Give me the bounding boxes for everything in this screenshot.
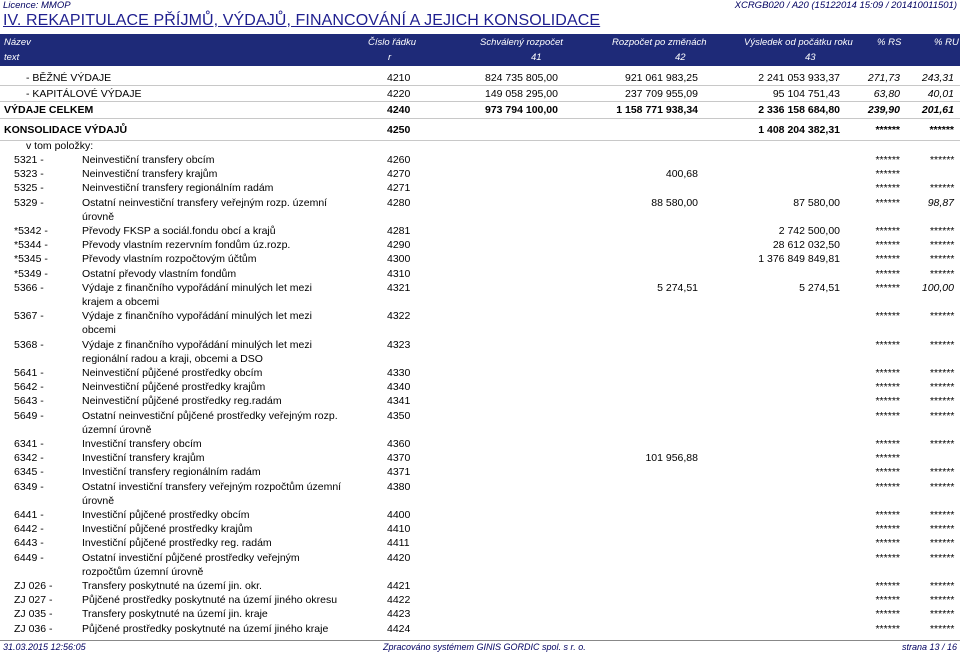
item-code: 5329 - xyxy=(14,196,44,209)
item-code: ZJ 036 - xyxy=(14,622,53,635)
row-pct-rs: 271,73 xyxy=(867,72,900,84)
item-line: 4260 xyxy=(387,154,411,166)
item-line: 4371 xyxy=(387,466,411,479)
item-name: Investiční transfery regionálním radám xyxy=(82,466,261,479)
item-name: Neinvestiční transfery obcím xyxy=(82,154,215,166)
item-line: 4400 xyxy=(387,509,411,521)
item-pct-rs: ****** xyxy=(875,409,900,422)
item-pct-rs: ****** xyxy=(875,594,900,607)
row-result: 2 241 053 933,37 xyxy=(758,72,840,84)
item-code: 6442 - xyxy=(14,523,44,536)
item-pct-rs: ****** xyxy=(875,267,900,280)
top-bar xyxy=(0,0,960,12)
item-pct-rs: ****** xyxy=(875,452,900,465)
col-line-sub: r xyxy=(388,52,392,63)
item-pct-ru: ****** xyxy=(929,182,954,195)
item-name-continued: regionální radou a kraji, obcemi a DSO xyxy=(82,352,263,365)
item-code: 5366 - xyxy=(14,281,44,294)
item-pct-rs: ****** xyxy=(875,466,900,479)
row-divider xyxy=(0,118,960,119)
item-after: 400,68 xyxy=(665,168,698,181)
item-name: Výdaje z finančního vypořádání minulých let mezi xyxy=(82,281,312,294)
item-name-continued: územní úrovně xyxy=(82,423,152,436)
item-pct-ru: ****** xyxy=(929,594,954,607)
item-line: 4290 xyxy=(387,239,411,252)
row-name: - KAPITÁLOVÉ VÝDAJE xyxy=(26,88,142,100)
item-pct-rs: ****** xyxy=(875,509,900,521)
item-line: 4330 xyxy=(387,367,411,379)
row-after: 1 158 771 938,34 xyxy=(616,104,698,116)
item-pct-rs: ****** xyxy=(875,608,900,621)
item-name-continued: rozpočtům územní úrovně xyxy=(82,565,204,578)
item-pct-rs: ****** xyxy=(875,438,900,450)
row-pct-ru: 40,01 xyxy=(927,88,954,100)
item-pct-ru: ****** xyxy=(929,381,954,394)
footer xyxy=(0,640,960,654)
item-pct-rs: ****** xyxy=(875,281,900,294)
item-pct-rs: ****** xyxy=(875,480,900,493)
item-pct-ru: ****** xyxy=(929,239,954,252)
item-name: Ostatní převody vlastním fondům xyxy=(82,267,237,280)
item-pct-ru: ****** xyxy=(929,537,954,550)
item-name: Půjčené prostředky poskytnuté na území jiného kraje xyxy=(82,622,329,635)
item-code: 5643 - xyxy=(14,395,44,408)
item-name: Investiční půjčené prostředky krajům xyxy=(82,523,253,536)
item-code: *5342 - xyxy=(14,225,48,237)
summary-row xyxy=(0,124,960,138)
item-pct-rs: ****** xyxy=(875,537,900,550)
page-title: IV. REKAPITULACE PŘÍJMŮ, VÝDAJŮ, FINANCOVÁNÍ A JEJICH KONSOLIDACE xyxy=(3,12,601,29)
row-name: VÝDAJE CELKEM xyxy=(4,104,94,116)
license-text: Licence: MMOP xyxy=(3,0,71,11)
item-pct-ru: ****** xyxy=(929,480,954,493)
item-name: Výdaje z finančního vypořádání minulých let mezi xyxy=(82,338,312,351)
item-pct-rs: ****** xyxy=(875,182,900,195)
item-line: 4310 xyxy=(387,267,411,280)
item-name: Ostatní neinvestiční transfery veřejným rozp. územní xyxy=(82,196,328,209)
summary-row xyxy=(0,104,960,118)
col-ru-header: % RU xyxy=(934,37,959,48)
item-pct-ru: ****** xyxy=(929,580,954,592)
item-pct-rs: ****** xyxy=(875,381,900,394)
item-pct-rs: ****** xyxy=(875,580,900,592)
item-line: 4271 xyxy=(387,182,411,195)
item-name: Ostatní investiční transfery veřejným rozpočtům územní xyxy=(82,480,342,493)
item-pct-rs: ****** xyxy=(875,168,900,181)
summary-row xyxy=(0,72,960,86)
col-after-sub: 42 xyxy=(675,52,686,63)
item-after: 88 580,00 xyxy=(651,196,698,209)
col-result-sub: 43 xyxy=(805,52,816,63)
item-pct-ru: 100,00 xyxy=(921,281,954,294)
item-pct-ru: ****** xyxy=(929,338,954,351)
item-line: 4350 xyxy=(387,409,411,422)
col-after-header: Rozpočet po změnách xyxy=(612,37,707,48)
row-pct-rs: 63,80 xyxy=(873,88,900,100)
item-pct-rs: ****** xyxy=(875,551,900,564)
row-line: 4250 xyxy=(387,124,411,136)
row-line: 4210 xyxy=(387,72,411,84)
item-line: 4411 xyxy=(387,537,410,550)
row-after: 237 709 955,09 xyxy=(625,88,698,100)
item-code: 6443 - xyxy=(14,537,44,550)
item-name: Neinvestiční půjčené prostředky krajům xyxy=(82,381,266,394)
item-after: 5 274,51 xyxy=(657,281,698,294)
row-approved: 973 794 100,00 xyxy=(485,104,558,116)
item-pct-rs: ****** xyxy=(875,225,900,237)
row-divider xyxy=(0,140,960,141)
item-pct-ru: ****** xyxy=(929,523,954,536)
item-name: Převody vlastním rezervním fondům úz.rozp. xyxy=(82,239,291,252)
item-pct-ru: ****** xyxy=(929,608,954,621)
item-name: Převody vlastním rozpočtovým účtům xyxy=(82,253,257,266)
item-name: Investiční transfery obcím xyxy=(82,438,202,450)
item-pct-ru: ****** xyxy=(929,225,954,237)
item-line: 4410 xyxy=(387,523,411,536)
item-code: 6449 - xyxy=(14,551,44,564)
row-result: 95 104 751,43 xyxy=(772,88,840,100)
item-line: 4380 xyxy=(387,480,411,493)
summary-row xyxy=(0,88,960,102)
item-code: 6345 - xyxy=(14,466,44,479)
item-line: 4421 xyxy=(387,580,411,592)
col-approved-header: Schválený rozpočet xyxy=(480,37,563,48)
row-after: 921 061 983,25 xyxy=(625,72,698,84)
item-result: 2 742 500,00 xyxy=(778,225,840,237)
item-line: 4360 xyxy=(387,438,411,450)
row-line: 4220 xyxy=(387,88,411,100)
item-name: Ostatní investiční půjčené prostředky veřejným xyxy=(82,551,300,564)
col-approved-sub: 41 xyxy=(531,52,542,63)
row-divider xyxy=(0,101,960,102)
item-name-continued: úrovně xyxy=(82,494,115,507)
item-line: 4424 xyxy=(387,622,411,635)
item-name: Transfery poskytnuté na území jin. okr. xyxy=(82,580,262,592)
item-line: 4420 xyxy=(387,551,411,564)
item-code: *5349 - xyxy=(14,267,48,280)
item-pct-ru: ****** xyxy=(929,310,954,323)
item-code: 5367 - xyxy=(14,310,44,323)
item-pct-ru: ****** xyxy=(929,253,954,266)
item-code: ZJ 035 - xyxy=(14,608,53,621)
item-name-continued: krajem a obcemi xyxy=(82,295,160,308)
item-pct-ru: ****** xyxy=(929,438,954,450)
item-pct-ru: ****** xyxy=(929,367,954,379)
item-code: 6342 - xyxy=(14,452,44,465)
row-result: 2 336 158 684,80 xyxy=(758,104,840,116)
row-result: 1 408 204 382,31 xyxy=(758,124,840,136)
item-line: 4281 xyxy=(387,225,411,237)
item-code: 5325 - xyxy=(14,182,44,195)
item-name: Půjčené prostředky poskytnuté na území jiného okresu xyxy=(82,594,338,607)
item-name: Investiční půjčené prostředky reg. radám xyxy=(82,537,272,550)
item-code: ZJ 026 - xyxy=(14,580,53,592)
item-code: 5368 - xyxy=(14,338,44,351)
item-line: 4422 xyxy=(387,594,411,607)
item-pct-ru: 98,87 xyxy=(927,196,954,209)
item-line: 4321 xyxy=(387,281,411,294)
row-pct-ru: 243,31 xyxy=(921,72,954,84)
row-approved: 149 058 295,00 xyxy=(485,88,558,100)
header-row-2 xyxy=(0,49,960,66)
item-line: 4280 xyxy=(387,196,411,209)
item-line: 4370 xyxy=(387,452,411,465)
item-line: 4341 xyxy=(387,395,411,408)
item-name: Neinvestiční transfery krajům xyxy=(82,168,218,181)
col-name-header: Název xyxy=(4,37,31,48)
row-line: 4240 xyxy=(387,104,411,116)
item-line: 4322 xyxy=(387,310,411,323)
item-pct-ru: ****** xyxy=(929,267,954,280)
row-pct-rs: 239,90 xyxy=(867,104,900,116)
item-name: Investiční půjčené prostředky obcím xyxy=(82,509,250,521)
item-name: Neinvestiční transfery regionálním radám xyxy=(82,182,274,195)
item-name-continued: úrovně xyxy=(82,210,115,223)
item-pct-ru: ****** xyxy=(929,622,954,635)
item-name: Neinvestiční půjčené prostředky reg.radám xyxy=(82,395,282,408)
item-name: Výdaje z finančního vypořádání minulých let mezi xyxy=(82,310,312,323)
item-result: 5 274,51 xyxy=(799,281,840,294)
item-pct-ru: ****** xyxy=(929,154,954,166)
item-result: 87 580,00 xyxy=(793,196,840,209)
item-pct-rs: ****** xyxy=(875,338,900,351)
items-label: v tom položky: xyxy=(26,140,94,152)
col-name-sub: text xyxy=(4,52,20,63)
item-pct-rs: ****** xyxy=(875,239,900,252)
item-code: 5321 - xyxy=(14,154,44,166)
row-name: KONSOLIDACE VÝDAJŮ xyxy=(4,124,128,136)
item-name-continued: obcemi xyxy=(82,324,116,337)
item-after: 101 956,88 xyxy=(645,452,698,465)
item-result: 1 376 849 849,81 xyxy=(758,253,840,266)
item-name: Investiční transfery krajům xyxy=(82,452,205,465)
item-pct-rs: ****** xyxy=(875,196,900,209)
item-name: Neinvestiční půjčené prostředky obcím xyxy=(82,367,263,379)
item-line: 4323 xyxy=(387,338,411,351)
item-name: Transfery poskytnuté na území jin. kraje xyxy=(82,608,268,621)
item-pct-ru: ****** xyxy=(929,466,954,479)
item-pct-rs: ****** xyxy=(875,253,900,266)
item-code: *5344 - xyxy=(14,239,48,252)
row-name: - BĚŽNÉ VÝDAJE xyxy=(26,72,112,84)
footer-page: strana 13 / 16 xyxy=(901,642,957,652)
item-line: 4423 xyxy=(387,608,411,621)
item-pct-rs: ****** xyxy=(875,310,900,323)
item-pct-ru: ****** xyxy=(929,395,954,408)
report-id: XCRGB020 / A20 (15122014 15:09 / 201410011501) xyxy=(734,0,957,11)
item-pct-ru: ****** xyxy=(929,551,954,564)
row-divider xyxy=(0,85,960,86)
item-pct-rs: ****** xyxy=(875,523,900,536)
footer-system: Zpracováno systémem GINIS GORDIC spol. s r. o. xyxy=(383,642,586,652)
item-code: 6441 - xyxy=(14,509,44,521)
col-result-header: Výsledek od počátku roku xyxy=(744,37,853,48)
item-code: 5642 - xyxy=(14,381,44,394)
item-code: 5323 - xyxy=(14,168,44,181)
item-name: Ostatní neinvestiční půjčené prostředky veřejným rozp. xyxy=(82,409,338,422)
item-name: Převody FKSP a sociál.fondu obcí a krajů xyxy=(82,225,276,237)
item-line: 4270 xyxy=(387,168,411,181)
row-pct-rs: ****** xyxy=(875,124,900,136)
row-pct-ru: ****** xyxy=(929,124,954,136)
item-pct-rs: ****** xyxy=(875,622,900,635)
item-code: 5641 - xyxy=(14,367,44,379)
item-pct-ru: ****** xyxy=(929,509,954,521)
item-result: 28 612 032,50 xyxy=(772,239,840,252)
item-code: 6349 - xyxy=(14,480,44,493)
item-pct-rs: ****** xyxy=(875,395,900,408)
item-code: 5649 - xyxy=(14,409,44,422)
item-line: 4340 xyxy=(387,381,411,394)
item-code: 6341 - xyxy=(14,438,44,450)
row-approved: 824 735 805,00 xyxy=(485,72,558,84)
col-rs-header: % RS xyxy=(877,37,902,48)
item-line: 4300 xyxy=(387,253,411,266)
item-pct-ru: ****** xyxy=(929,409,954,422)
item-code: *5345 - xyxy=(14,253,48,266)
item-pct-rs: ****** xyxy=(875,154,900,166)
row-pct-ru: 201,61 xyxy=(921,104,954,116)
col-line-header: Číslo řádku xyxy=(368,37,417,48)
footer-date: 31.03.2015 12:56:05 xyxy=(3,642,86,652)
item-pct-rs: ****** xyxy=(875,367,900,379)
item-code: ZJ 027 - xyxy=(14,594,53,607)
